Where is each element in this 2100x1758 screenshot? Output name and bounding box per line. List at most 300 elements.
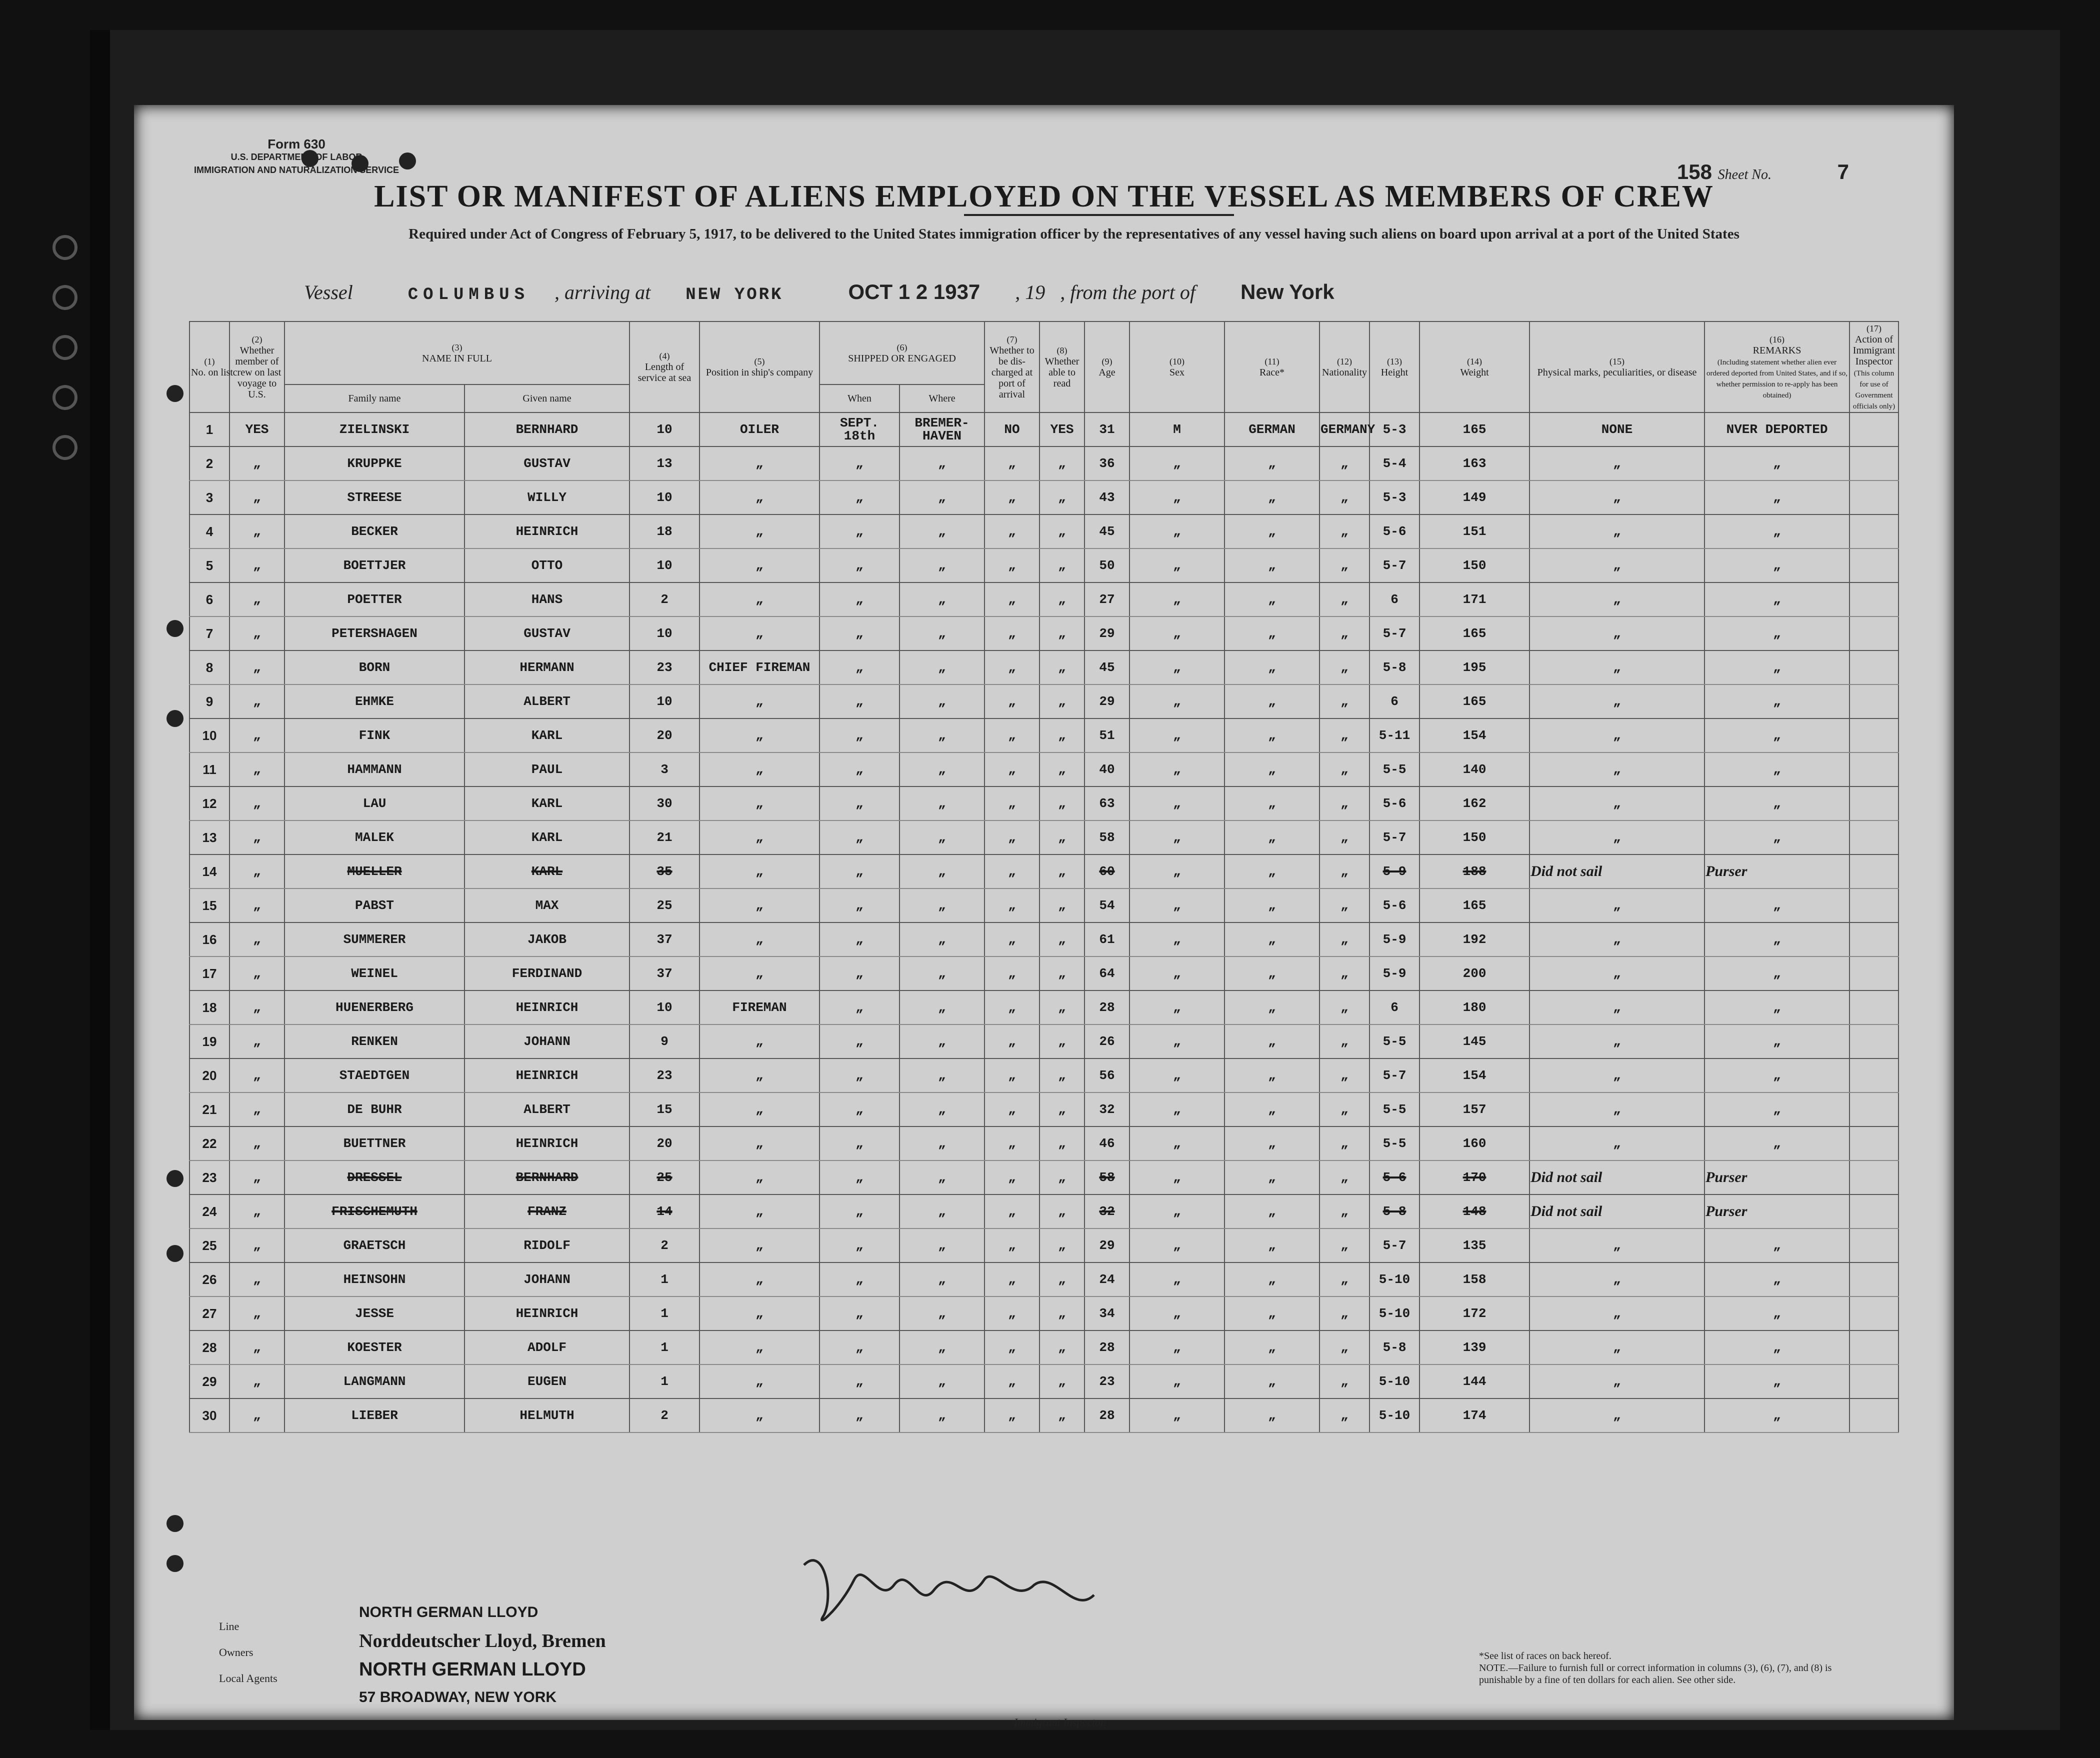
given-name-cell: MAX [464,888,630,922]
last-voyage-cell: „ [230,446,284,480]
races-note: *See list of races on back hereof. [1479,1650,1612,1662]
row-number-cell: 11 [190,752,230,786]
last-voyage-cell: „ [230,650,284,684]
nationality-cell: „ [1320,888,1370,922]
inspector-action-cell [1850,1296,1898,1330]
arrival-port: NEW YORK [686,286,784,304]
row-number-cell: 15 [190,888,230,922]
discharged-cell: „ [984,1024,1040,1058]
remarks-cell: „ [1704,650,1850,684]
age-cell: 29 [1084,616,1130,650]
row-number-cell: 17 [190,956,230,990]
family-name-cell: BORN [284,650,464,684]
height-cell: 5-7 [1370,616,1420,650]
able-to-read-cell: „ [1040,582,1084,616]
remarks-cell: NVER DEPORTED [1704,412,1850,446]
agents-stamp: NORTH GERMAN LLOYD [359,1659,586,1680]
remarks-cell: „ [1704,922,1850,956]
race-cell: „ [1224,1092,1320,1126]
remarks-cell: „ [1704,1262,1850,1296]
col-header-discharged: (7) Whether to be dis-charged at port of arrival [984,322,1040,412]
weight-cell: 151 [1420,514,1530,548]
row-number-cell: 13 [190,820,230,854]
shipped-where-cell: „ [900,854,984,888]
given-name-cell: HANS [464,582,630,616]
height-cell: 5-5 [1370,1092,1420,1126]
sex-cell: „ [1130,1058,1224,1092]
row-number-cell: 30 [190,1398,230,1432]
race-cell: „ [1224,1126,1320,1160]
service-years-cell: 1 [630,1364,700,1398]
family-name-cell: KOESTER [284,1330,464,1364]
height-cell: 5-6 [1370,888,1420,922]
table-row [190,752,1898,786]
last-voyage-cell: „ [230,1194,284,1228]
physical-marks-cell: „ [1530,582,1704,616]
age-cell: 26 [1084,1024,1130,1058]
table-row [190,684,1898,718]
inspector-action-cell [1850,820,1898,854]
shipped-where-cell: „ [900,1126,984,1160]
race-cell: „ [1224,582,1320,616]
vessel-label: Vessel [304,281,353,304]
discharged-cell: „ [984,1364,1040,1398]
last-voyage-cell: „ [230,1330,284,1364]
given-name-cell: KARL [464,854,630,888]
position-cell: „ [700,1296,820,1330]
position-cell: „ [700,718,820,752]
nationality-cell: „ [1320,684,1370,718]
title-underline [964,214,1234,216]
service-years-cell: 9 [630,1024,700,1058]
family-name-cell: RENKEN [284,1024,464,1058]
physical-marks-cell: „ [1530,480,1704,514]
physical-marks-cell: „ [1530,684,1704,718]
row-number-cell: 5 [190,548,230,582]
age-cell: 58 [1084,820,1130,854]
service-years-cell: 2 [630,1398,700,1432]
given-name-cell: KARL [464,718,630,752]
physical-marks-cell: Did not sail [1530,1194,1704,1228]
able-to-read-cell: „ [1040,514,1084,548]
row-number-cell: 29 [190,1364,230,1398]
able-to-read-cell: „ [1040,480,1084,514]
col-header-sex: (10) Sex [1130,322,1224,412]
inspector-action-cell [1850,1194,1898,1228]
age-cell: 29 [1084,684,1130,718]
col-header-action: (17) Action of Immigrant Inspector (This column for use of Government officials only) [1850,322,1898,412]
sex-cell: „ [1130,650,1224,684]
family-name-cell: LANGMANN [284,1364,464,1398]
able-to-read-cell: „ [1040,1364,1084,1398]
able-to-read-cell: „ [1040,1330,1084,1364]
given-name-cell: HEINRICH [464,1058,630,1092]
race-cell: „ [1224,684,1320,718]
sex-cell: „ [1130,684,1224,718]
service-years-cell: 2 [630,1228,700,1262]
manifest-sheet [134,105,1954,1728]
shipped-where-cell: „ [900,1364,984,1398]
arriving-label: , arriving at [554,281,651,304]
race-cell: „ [1224,616,1320,650]
remarks-cell: „ [1704,1296,1850,1330]
able-to-read-cell: „ [1040,888,1084,922]
family-name-cell: HUENERBERG [284,990,464,1024]
weight-cell: 171 [1420,582,1530,616]
weight-cell: 149 [1420,480,1530,514]
table-row [190,990,1898,1024]
agents-address: 57 BROADWAY, NEW YORK [359,1689,557,1706]
inspector-action-cell [1850,990,1898,1024]
nationality-cell: „ [1320,1296,1370,1330]
weight-cell: 154 [1420,1058,1530,1092]
shipped-where-cell: „ [900,616,984,650]
position-cell: „ [700,1092,820,1126]
nationality-cell: „ [1320,820,1370,854]
shipped-where-cell: „ [900,1398,984,1432]
shipped-where-cell: „ [900,1160,984,1194]
last-voyage-cell: „ [230,548,284,582]
height-cell: 5-9 [1370,922,1420,956]
physical-marks-cell: „ [1530,548,1704,582]
form-identifier [194,138,399,176]
last-voyage-cell: „ [230,990,284,1024]
shipped-when-cell: „ [820,1024,900,1058]
weight-cell: 174 [1420,1398,1530,1432]
last-voyage-cell: „ [230,582,284,616]
shipped-where-cell: BREMER-HAVEN [900,412,984,446]
given-name-cell: HEINRICH [464,1296,630,1330]
last-voyage-cell: „ [230,1228,284,1262]
table-row [190,514,1898,548]
given-name-cell: FRANZ [464,1194,630,1228]
nationality-cell: „ [1320,1262,1370,1296]
table-row [190,650,1898,684]
able-to-read-cell: „ [1040,1092,1084,1126]
family-name-cell: FRISCHEMUTH [284,1194,464,1228]
row-number-cell: 20 [190,1058,230,1092]
table-row [190,820,1898,854]
nationality-cell: GERMANY [1320,412,1370,446]
table-row [190,888,1898,922]
able-to-read-cell: „ [1040,854,1084,888]
physical-marks-cell: „ [1530,990,1704,1024]
race-cell: „ [1224,786,1320,820]
col-header-age: (9) Age [1084,322,1130,412]
nationality-cell: „ [1320,1058,1370,1092]
weight-cell: 165 [1420,684,1530,718]
race-cell: „ [1224,752,1320,786]
family-name-cell: BOETTJER [284,548,464,582]
year-label: , 19 [1015,281,1046,304]
height-cell: 5-7 [1370,1058,1420,1092]
shipped-when-cell: „ [820,1092,900,1126]
shipped-where-cell: „ [900,1092,984,1126]
nationality-cell: „ [1320,854,1370,888]
physical-marks-cell: „ [1530,1092,1704,1126]
able-to-read-cell: „ [1040,616,1084,650]
row-number-cell: 1 [190,412,230,446]
able-to-read-cell: „ [1040,956,1084,990]
physical-marks-cell: „ [1530,820,1704,854]
weight-cell: 139 [1420,1330,1530,1364]
table-row [190,1364,1898,1398]
age-cell: 28 [1084,1398,1130,1432]
position-cell: „ [700,684,820,718]
weight-cell: 157 [1420,1092,1530,1126]
shipped-when-cell: „ [820,888,900,922]
col-header-last-voyage: (2) Whether member of crew on last voyage to U.S. [230,322,284,412]
service-years-cell: 10 [630,990,700,1024]
height-cell: 5-3 [1370,480,1420,514]
inspector-action-cell [1850,956,1898,990]
shipped-when-cell: „ [820,548,900,582]
sex-cell: „ [1130,1296,1224,1330]
race-cell: „ [1224,854,1320,888]
inspector-action-cell [1850,1058,1898,1092]
inspector-action-cell [1850,1228,1898,1262]
shipped-when-cell: „ [820,718,900,752]
weight-cell: 144 [1420,1364,1530,1398]
inspector-action-cell [1850,752,1898,786]
able-to-read-cell: „ [1040,650,1084,684]
shipped-where-cell: „ [900,1330,984,1364]
row-number-cell: 10 [190,718,230,752]
page-title: LIST OR MANIFEST OF ALIENS EMPLOYED ON THE VESSEL AS MEMBERS OF CREW [374,180,1714,214]
discharged-cell: „ [984,888,1040,922]
family-name-cell: STREESE [284,480,464,514]
punch-hole [166,620,184,637]
remarks-cell: „ [1704,548,1850,582]
shipped-when-cell: „ [820,480,900,514]
age-cell: 45 [1084,514,1130,548]
sheet-value: 7 [1837,160,1849,184]
sex-cell: „ [1130,1398,1224,1432]
col-header-marks: (15) Physical marks, peculiarities, or disease [1530,322,1704,412]
able-to-read-cell: „ [1040,446,1084,480]
punch-hole [166,1170,184,1187]
age-cell: 28 [1084,1330,1130,1364]
position-cell: „ [700,1194,820,1228]
weight-cell: 154 [1420,718,1530,752]
remarks-cell: „ [1704,718,1850,752]
nationality-cell: „ [1320,718,1370,752]
service-years-cell: 10 [630,616,700,650]
shipped-when-cell: „ [820,684,900,718]
family-name-cell: BECKER [284,514,464,548]
given-name-cell: FERDINAND [464,956,630,990]
punch-hole [399,152,416,170]
sex-cell: „ [1130,1262,1224,1296]
height-cell: 5-5 [1370,1024,1420,1058]
remarks-cell: „ [1704,820,1850,854]
shipped-where-cell: „ [900,1228,984,1262]
sex-cell: „ [1130,820,1224,854]
position-cell: OILER [700,412,820,446]
nationality-cell: „ [1320,480,1370,514]
punch-hole [166,385,184,402]
shipped-where-cell: „ [900,514,984,548]
able-to-read-cell: „ [1040,820,1084,854]
sheet-stamp-number: 158 [1676,160,1712,184]
discharged-cell: „ [984,480,1040,514]
col-header-name: (3) NAME IN FULL [284,322,630,384]
able-to-read-cell: „ [1040,548,1084,582]
inspector-action-cell [1850,1024,1898,1058]
sex-cell: „ [1130,1024,1224,1058]
table-row [190,1058,1898,1092]
position-cell: „ [700,922,820,956]
service-years-cell: 23 [630,1058,700,1092]
discharged-cell: „ [984,1296,1040,1330]
last-voyage-cell: „ [230,718,284,752]
family-name-cell: KRUPPKE [284,446,464,480]
shipped-where-cell: „ [900,1194,984,1228]
height-cell: 5-6 [1370,1160,1420,1194]
sheet-label: Sheet No. [1718,167,1772,182]
inspector-action-cell [1850,1330,1898,1364]
nationality-cell: „ [1320,616,1370,650]
age-cell: 45 [1084,650,1130,684]
shipped-where-cell: „ [900,1296,984,1330]
sex-cell: „ [1130,1126,1224,1160]
shipped-when-cell: „ [820,1160,900,1194]
age-cell: 32 [1084,1092,1130,1126]
line-stamp: NORTH GERMAN LLOYD [359,1604,538,1620]
discharged-cell: „ [984,786,1040,820]
last-voyage-cell: „ [230,1364,284,1398]
height-cell: 5-10 [1370,1296,1420,1330]
physical-marks-cell: „ [1530,1398,1704,1432]
table-row [190,548,1898,582]
position-cell: „ [700,1126,820,1160]
shipped-when-cell: „ [820,650,900,684]
family-name-cell: SUMMERER [284,922,464,956]
age-cell: 27 [1084,582,1130,616]
nationality-cell: „ [1320,786,1370,820]
inspector-action-cell [1850,446,1898,480]
nationality-cell: „ [1320,1160,1370,1194]
position-cell: „ [700,854,820,888]
nationality-cell: „ [1320,650,1370,684]
age-cell: 29 [1084,1228,1130,1262]
shipped-where-cell: „ [900,1262,984,1296]
last-voyage-cell: „ [230,752,284,786]
discharged-cell: „ [984,854,1040,888]
given-name-cell: HEINRICH [464,1126,630,1160]
sex-cell: „ [1130,752,1224,786]
remarks-cell: „ [1704,1364,1850,1398]
physical-marks-cell: „ [1530,1296,1704,1330]
service-years-cell: 10 [630,480,700,514]
weight-cell: 165 [1420,888,1530,922]
position-cell: „ [700,786,820,820]
given-name-cell: ALBERT [464,684,630,718]
race-cell: „ [1224,548,1320,582]
shipped-where-cell: „ [900,956,984,990]
age-cell: 40 [1084,752,1130,786]
service-years-cell: 1 [630,1330,700,1364]
physical-marks-cell: Did not sail [1530,1160,1704,1194]
able-to-read-cell: YES [1040,412,1084,446]
age-cell: 63 [1084,786,1130,820]
family-name-cell: HAMMANN [284,752,464,786]
age-cell: 32 [1084,1194,1130,1228]
service-years-cell: 3 [630,752,700,786]
sex-cell: „ [1130,548,1224,582]
nationality-cell: „ [1320,1398,1370,1432]
physical-marks-cell: „ [1530,718,1704,752]
race-cell: „ [1224,1194,1320,1228]
agents-label: Local Agents [219,1672,278,1684]
inspector-action-cell [1850,480,1898,514]
physical-marks-cell: „ [1530,446,1704,480]
race-cell: „ [1224,718,1320,752]
race-cell: „ [1224,446,1320,480]
physical-marks-cell: „ [1530,514,1704,548]
remarks-cell: Purser [1704,1194,1850,1228]
position-cell: „ [700,956,820,990]
inspector-action-cell [1850,582,1898,616]
position-cell: „ [700,820,820,854]
height-cell: 6 [1370,990,1420,1024]
discharged-cell: „ [984,718,1040,752]
height-cell: 5-6 [1370,786,1420,820]
position-cell: „ [700,446,820,480]
nationality-cell: „ [1320,1092,1370,1126]
height-cell: 5-11 [1370,718,1420,752]
shipped-where-cell: „ [900,820,984,854]
position-cell: „ [700,548,820,582]
shipped-where-cell: „ [900,684,984,718]
given-name-cell: HEINRICH [464,514,630,548]
weight-cell: 180 [1420,990,1530,1024]
position-cell: CHIEF FIREMAN [700,650,820,684]
row-number-cell: 16 [190,922,230,956]
row-number-cell: 23 [190,1160,230,1194]
family-name-cell: PABST [284,888,464,922]
service-years-cell: 20 [630,1126,700,1160]
remarks-cell: „ [1704,990,1850,1024]
physical-marks-cell: „ [1530,1058,1704,1092]
service-years-cell: 10 [630,684,700,718]
remarks-cell: „ [1704,1092,1850,1126]
physical-marks-cell: „ [1530,752,1704,786]
remarks-cell: Purser [1704,854,1850,888]
nationality-cell: „ [1320,1126,1370,1160]
discharged-cell: „ [984,514,1040,548]
given-name-cell: KARL [464,820,630,854]
height-cell: 5-10 [1370,1398,1420,1432]
family-name-cell: JESSE [284,1296,464,1330]
physical-marks-cell: „ [1530,922,1704,956]
position-cell: „ [700,1160,820,1194]
height-cell: 5-10 [1370,1364,1420,1398]
position-cell: „ [700,888,820,922]
inspector-signature [794,1535,1104,1635]
family-name-cell: GRAETSCH [284,1228,464,1262]
discharged-cell: „ [984,1058,1040,1092]
row-number-cell: 2 [190,446,230,480]
discharged-cell: „ [984,1092,1040,1126]
inspector-action-cell [1850,888,1898,922]
footer-notes [1479,1650,1869,1686]
discharged-cell: „ [984,820,1040,854]
last-voyage-cell: „ [230,1160,284,1194]
remarks-cell: „ [1704,1398,1850,1432]
shipped-when-cell: „ [820,1330,900,1364]
given-name-cell: WILLY [464,480,630,514]
